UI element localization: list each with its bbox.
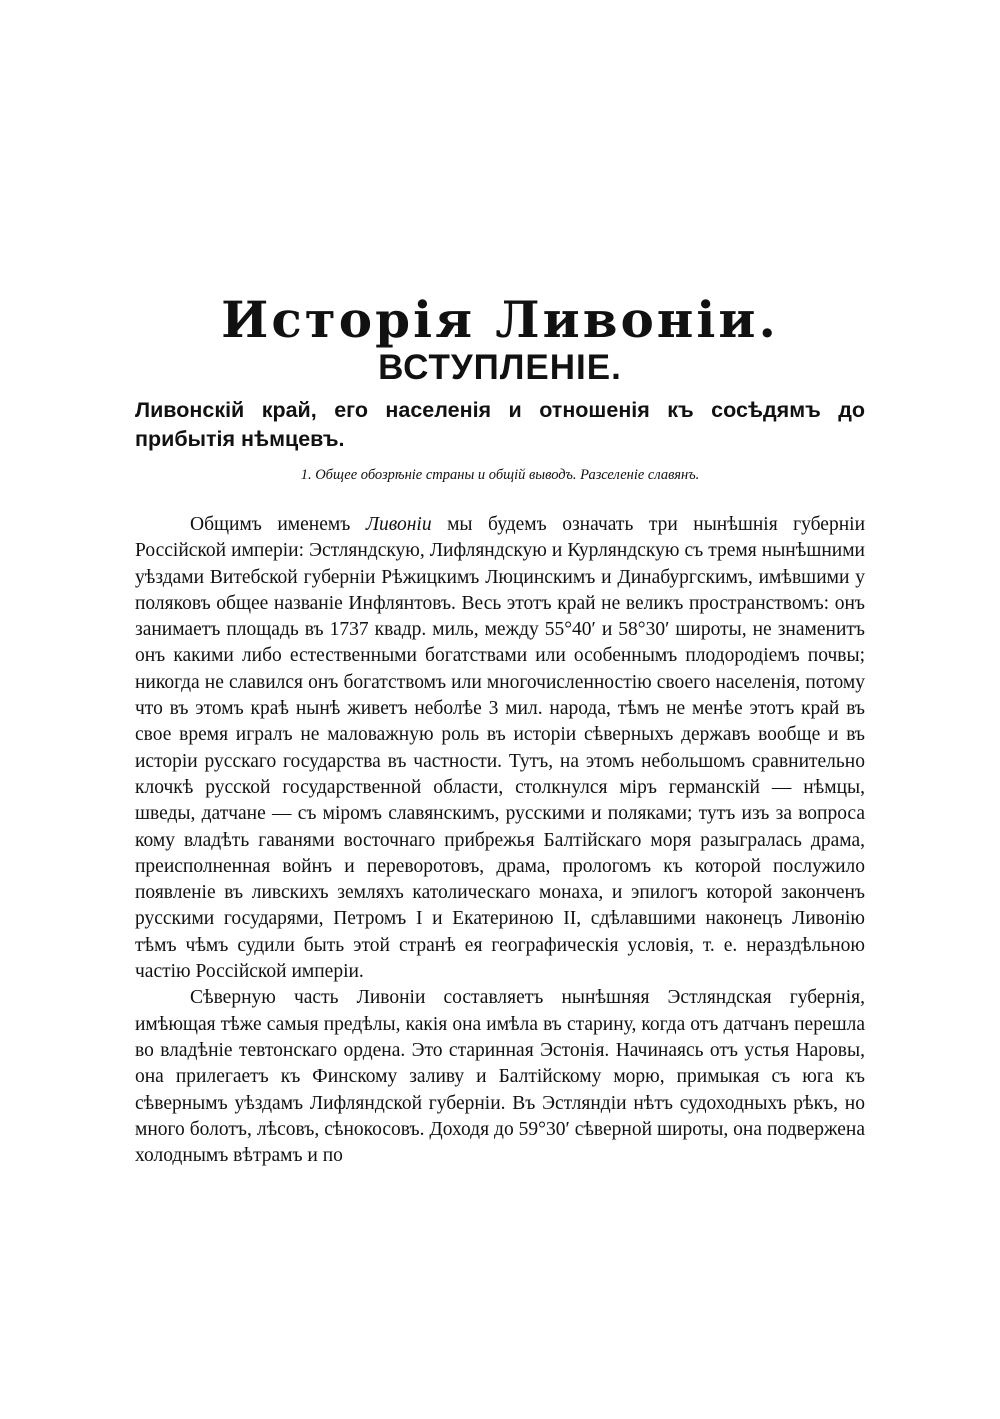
paragraph-1 [135,512,865,985]
paragraph-1-lead: Общимъ именемъ [190,514,351,535]
page-title: Исторія Ливоніи. [221,290,779,349]
chapter-heading: ВСТУПЛЕНІЕ. [378,348,622,387]
section-summary: 1. Общее обозрѣніе страны и общій выводъ. Разселеніе славянъ. [300,467,700,483]
paragraph-2: Сѣверную часть Ливоніи составляетъ нынѣшняя Эстляндская губернія, имѣющая тѣже самыя предѣлы, какія она имѣла въ старину, когда отъ датчанъ перешла во владѣніе тевтонскаго ордена. Это старинная Эстонія. Начинаясь отъ устья Наровы, она прилегаетъ къ Финскому заливу и Балтійскому морю, примыкая съ юга къ сѣвернымъ уѣздамъ Лифляндской губерніи. Въ Эстляндіи нѣтъ судоходныхъ рѣкъ, но много болотъ, лѣсовъ, сѣнокосовъ. Доходя до 59°30′ сѣверной широты, она подвержена холоднымъ вѣтрамъ и по [135,987,865,1167]
chapter-subheading: Ливонскій край, его населенія и отношенія къ сосѣдямъ до прибытія нѣмцевъ. [135,398,865,451]
body-text [135,512,865,1169]
paragraph-1-emphasis: Ливоніи [365,514,432,535]
paragraph-1-text: мы будемъ означать три нынѣшнія губерніи Россійской имперіи: Эстляндскую, Лифляндскую и Курляндскую съ тремя нынѣшними уѣздами Витебской губерніи Рѣжицкимъ Люцинскимъ и Динабургскимъ, имѣвшими у поляковъ общее названіе Инфлянтовъ. Весь этотъ край не великъ пространствомъ: онъ занимаетъ площадь въ 1737 квадр. миль, между 55°40′ и 58°30′ широты, не знаменитъ онъ какими либо естественными богатствами или особеннымъ плодородіемъ почвы; никогда не славился онъ богатствомъ или многочисленностію своего населенія, потому что въ этомъ краѣ нынѣ живетъ неболѣе 3 мил. народа, тѣмъ не менѣе этотъ край въ свое время игралъ не маловажную роль въ исторіи сѣверныхъ державъ вообще и въ исторіи русскаго государства въ частности. Тутъ, на этомъ небольшомъ сравнительно клочкѣ русской государственной области, столкнулся міръ германскій — нѣмцы, шведы, датчане — съ міромъ славянскимъ, русскими и поляками; тутъ изъ за вопроса кому владѣть гаванями восточнаго прибрежья Балтійскаго моря разыгралась драма, преисполненная войнъ и переворотовъ, драма, прологомъ къ которой послужило появленіе въ ливскихъ земляхъ католическаго монаха, и эпилогъ которой законченъ русскими государями, Петромъ I и Екатериною II, сдѣлавшими наконецъ Ливонію тѣмъ чѣмъ судили быть этой странѣ ея географическія условія, т. е. нераздѣльною частію Россійской имперіи. [135,514,865,983]
